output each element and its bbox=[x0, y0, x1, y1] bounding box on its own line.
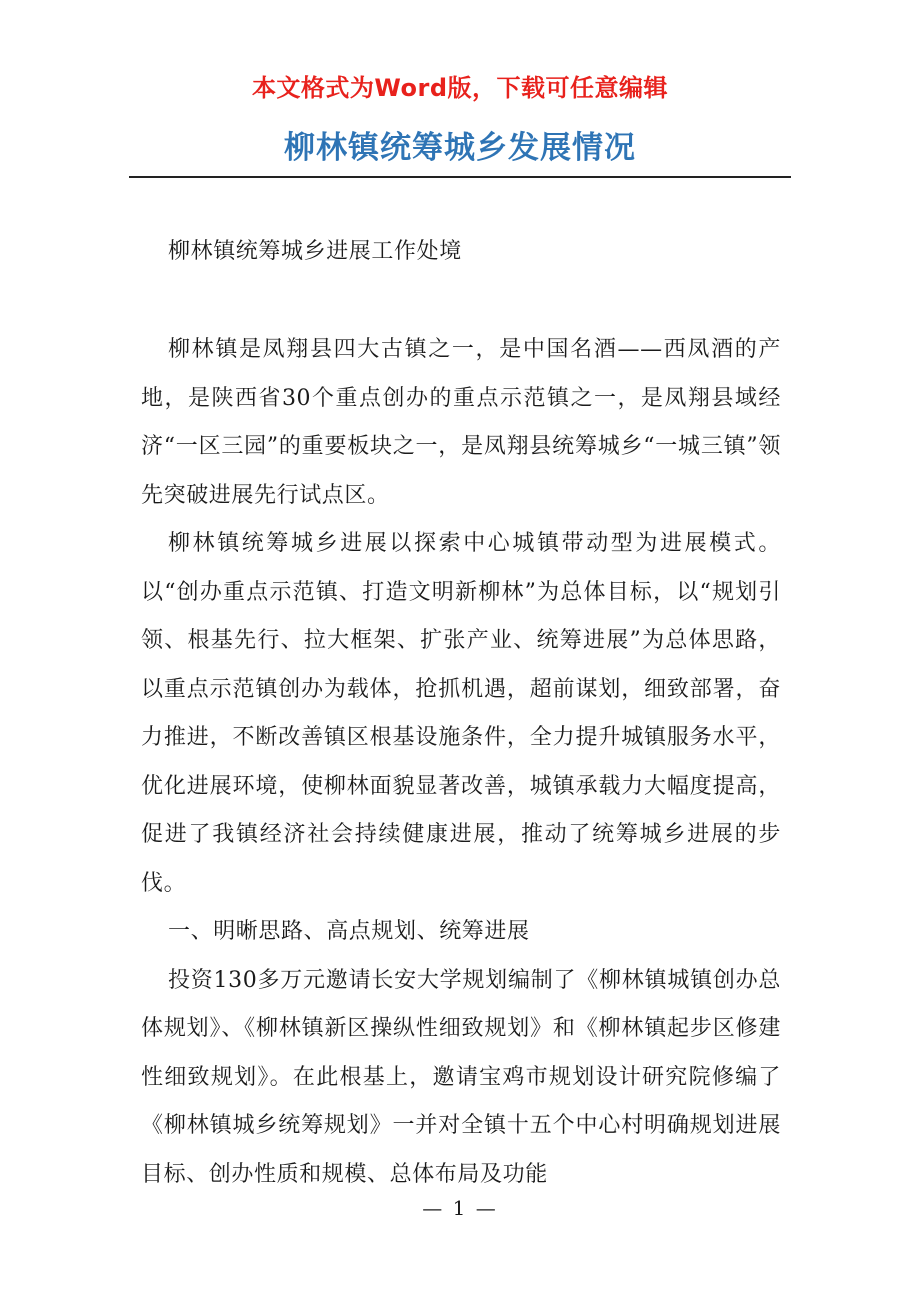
section-subheading bbox=[141, 228, 781, 277]
section-heading-1: 一、明晰思路、高点规划、统筹进展 bbox=[168, 919, 530, 944]
paragraph-development-model: 柳林镇统筹城乡进展以探索中心城镇带动型为进展模式。以“创办重点示范镇、打造文明新柳林”为总体目标，以“规划引领、根基先行、拉大框架、扩张产业、统筹进展”为总体思路，以重点示范镇创办为载体，抢抓机遇，超前谋划，细致部署，奋力推进，不断改善镇区根基设施条件，全力提升城镇服务水平，优化进展环境，使柳林面貌显著改善，城镇承载力大幅度提高，促进了我镇经济社会持续健康进展，推动了统筹城乡进展的步伐。 bbox=[141, 531, 781, 896]
page-number: — 1 — bbox=[422, 1196, 498, 1220]
editable-format-banner: 本文格式为Word版，下载可任意编辑 bbox=[251, 74, 669, 102]
document-title: 柳林镇统筹城乡发展情况 bbox=[284, 130, 636, 166]
paragraph-intro: 柳林镇是凤翔县四大古镇之一，是中国名酒——西凤酒的产地，是陕西省30个重点创办的重点示范镇之一，是凤翔县域经济“一区三园”的重要板块之一，是凤翔县统筹城乡“一城三镇”领先突破进展先行试点区。 bbox=[141, 337, 781, 508]
document-body bbox=[141, 326, 781, 1199]
title-divider bbox=[129, 176, 791, 178]
paragraph-planning: 投资130多万元邀请长安大学规划编制了《柳林镇城镇创办总体规划》、《柳林镇新区操纵性细致规划》和《柳林镇起步区修建性细致规划》。在此根基上，邀请宝鸡市规划设计研究院修编了《柳林镇城乡统筹规划》一并对全镇十五个中心村明确规划进展目标、创办性质和规模、总体布局及功能 bbox=[141, 967, 781, 1187]
subheading-text: 柳林镇统筹城乡进展工作处境 bbox=[168, 239, 462, 264]
